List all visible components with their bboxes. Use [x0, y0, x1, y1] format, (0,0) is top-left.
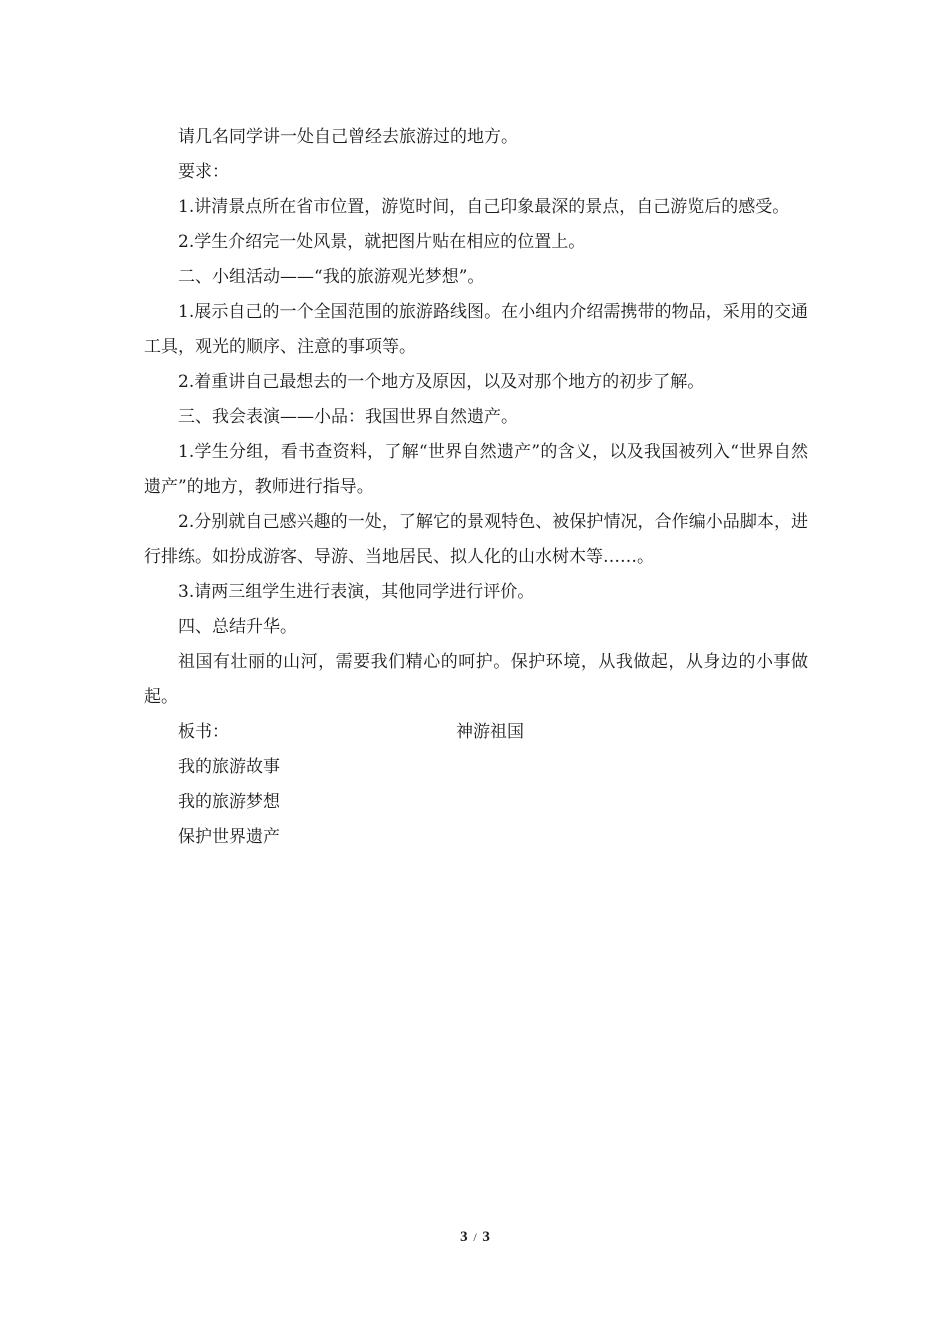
board-header [144, 715, 808, 750]
total-pages: 3 [482, 1229, 490, 1245]
section-heading: 四、总结升华。 [178, 617, 297, 637]
paragraph: 请几名同学讲一处自己曾经去旅游过的地方。 [178, 127, 518, 147]
board-label: 板书： [178, 722, 229, 742]
paragraph: 1.学生分组，看书查资料，了解“世界自然遗产”的含义，以及我国被列入“世界自然遗产”的地方，教师进行指导。 [144, 442, 808, 497]
board-item: 我的旅游故事 [178, 757, 280, 777]
paragraph: 2.学生介绍完一处风景，就把图片贴在相应的位置上。 [178, 232, 586, 252]
paragraph: 2.着重讲自己最想去的一个地方及原因，以及对那个地方的初步了解。 [178, 372, 705, 392]
paragraph: 要求： [178, 162, 229, 182]
board-item: 我的旅游梦想 [178, 792, 280, 812]
paragraph: 1.讲清景点所在省市位置，游览时间，自己印象最深的景点，自己游览后的感受。 [178, 197, 790, 217]
section-heading: 二、小组活动——“我的旅游观光梦想”。 [178, 267, 485, 287]
page-separator: / [473, 1230, 477, 1244]
board-item: 保护世界遗产 [178, 827, 280, 847]
current-page: 3 [460, 1229, 468, 1245]
paragraph: 2.分别就自己感兴趣的一处，了解它的景观特色、被保护情况，合作编小品脚本，进行排练。如扮成游客、导游、当地居民、拟人化的山水树木等……。 [144, 512, 808, 567]
document-body [144, 120, 808, 855]
page-number [0, 1226, 950, 1248]
section-heading: 三、我会表演——小品：我国世界自然遗产。 [178, 407, 518, 427]
paragraph: 3.请两三组学生进行表演，其他同学进行评价。 [178, 582, 535, 602]
paragraph: 1.展示自己的一个全国范围的旅游路线图。在小组内介绍需携带的物品，采用的交通工具，观光的顺序、注意的事项等。 [144, 302, 808, 357]
paragraph: 祖国有壮丽的山河，需要我们精心的呵护。保护环境，从我做起，从身边的小事做起。 [144, 652, 808, 707]
board-title: 神游祖国 [456, 722, 524, 742]
